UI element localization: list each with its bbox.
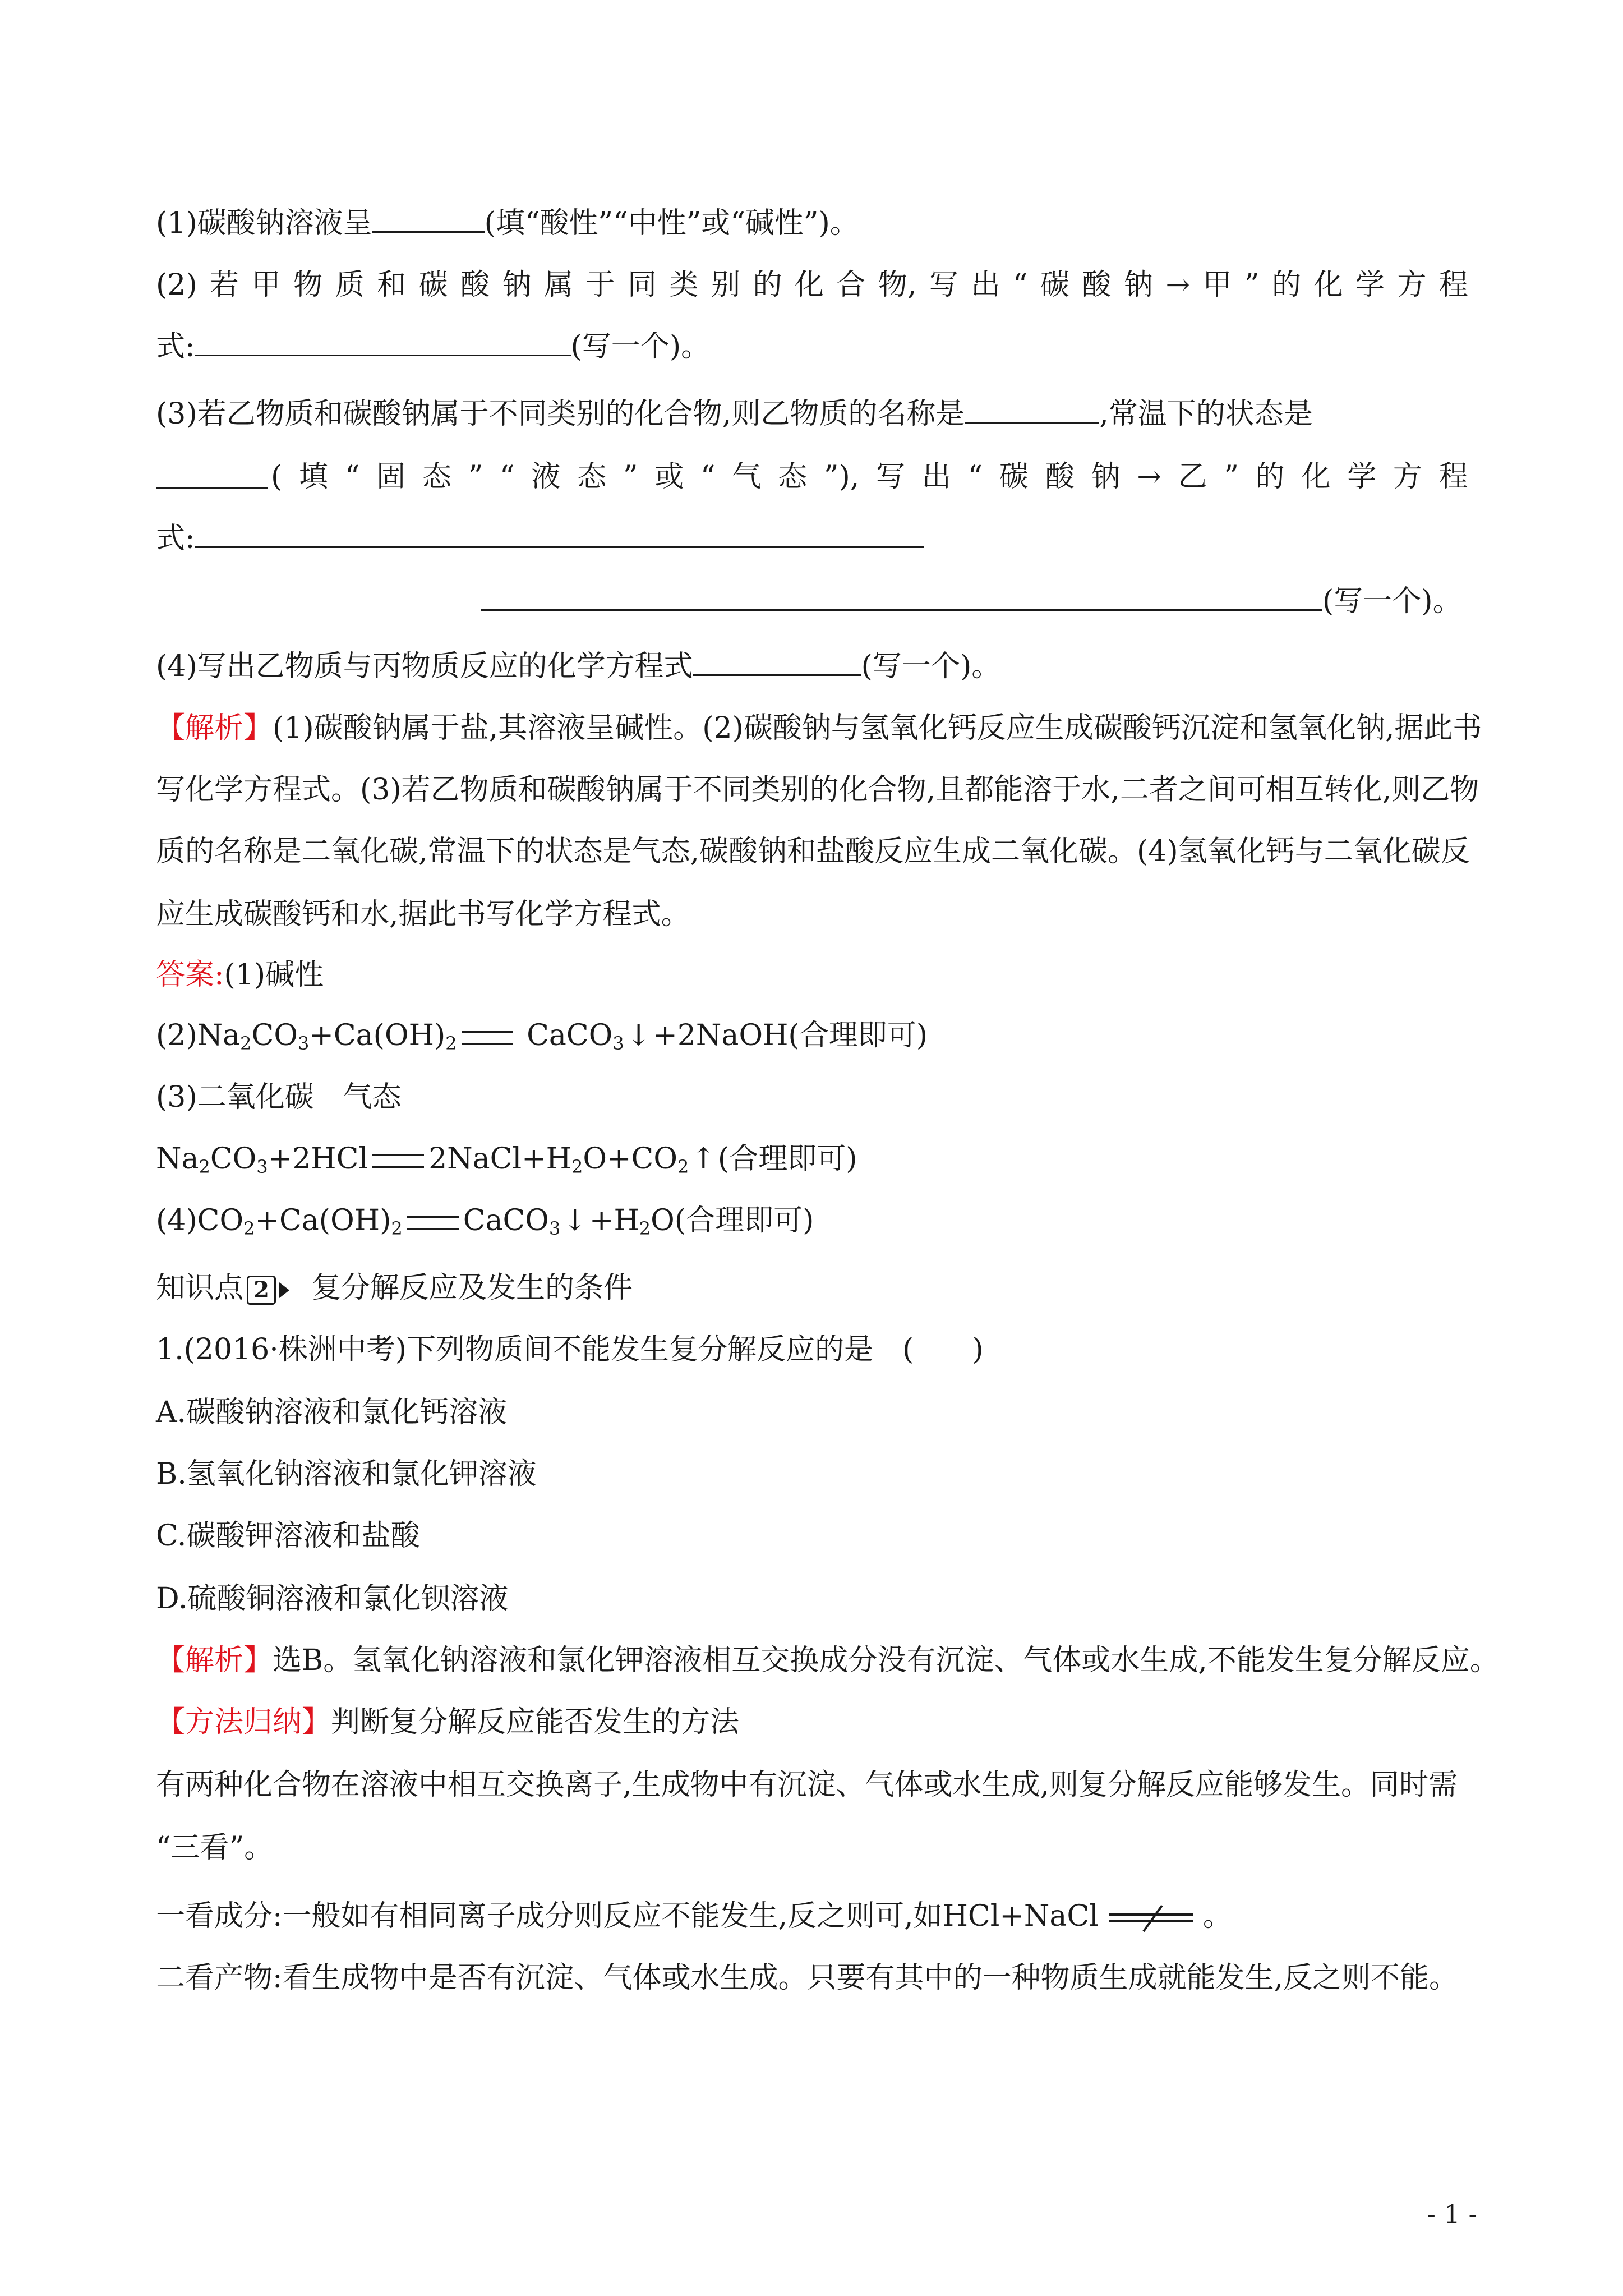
analysis-2-text: 选B。氢氧化钠溶液和氯化钾溶液相互交换成分没有沉淀、气体或水生成,不能发生复分解反应。 bbox=[273, 1644, 1499, 1677]
down-arrow-icon: ↓ bbox=[562, 1204, 587, 1237]
q3-word: 碳 bbox=[999, 460, 1029, 494]
q1-blank[interactable] bbox=[372, 206, 485, 233]
eq3-part: (合理即可) bbox=[717, 1142, 857, 1176]
analysis-1-line1 bbox=[156, 710, 1482, 746]
eq4-part: (4)CO bbox=[156, 1204, 244, 1237]
look-1 bbox=[156, 1898, 1232, 1934]
question-3-line1 bbox=[156, 396, 1313, 432]
answer-1-text: (1)碱性 bbox=[224, 958, 324, 992]
q2-word: 属 bbox=[544, 268, 574, 302]
q3-text: (3)若乙物质和碳酸钠属于不同类别的化合物,则乙物质的名称是 bbox=[156, 397, 965, 431]
q3-word: → bbox=[1137, 460, 1161, 494]
q3-word: ” bbox=[1224, 460, 1239, 494]
q3-word: 程 bbox=[1438, 460, 1468, 494]
q2-word: 程 bbox=[1438, 268, 1468, 302]
q2-word: 于 bbox=[585, 268, 615, 302]
eq4-part: +H bbox=[589, 1204, 639, 1237]
q3-word: 酸 bbox=[1045, 460, 1075, 494]
look-2: 二看产物:看生成物中是否有沉淀、气体或水生成。只要有其中的一种物质生成就能发生,反之则不能。 bbox=[156, 1961, 1459, 1995]
answer-1 bbox=[156, 957, 324, 993]
q3-word: 方 bbox=[1393, 460, 1422, 494]
kp-title: 复分解反应及发生的条件 bbox=[312, 1271, 633, 1305]
question-3-line3 bbox=[156, 521, 924, 556]
q3-word: 学 bbox=[1347, 460, 1377, 494]
answer-3: (3)二氧化碳 气态 bbox=[156, 1080, 402, 1114]
kp-label: 知识点 bbox=[156, 1271, 244, 1305]
look-1-text: 一看成分:一般如有相同离子成分则反应不能发生,反之则可,如HCl+NaCl bbox=[156, 1899, 1099, 1933]
down-arrow-icon: ↓ bbox=[626, 1019, 651, 1052]
eq4-sub: 2 bbox=[243, 1218, 255, 1239]
q3-word: 态 bbox=[422, 460, 451, 494]
q2-word: ” bbox=[1244, 268, 1260, 302]
q2-word: 化 bbox=[794, 268, 824, 302]
question-3-line4 bbox=[481, 583, 1462, 619]
q2-word: 物, bbox=[878, 268, 917, 302]
q3-word: “ bbox=[500, 460, 515, 494]
page-number: - 1 - bbox=[1427, 2199, 1477, 2229]
eq3-part: 2NaCl+H bbox=[428, 1142, 571, 1176]
q3-word: ” bbox=[623, 460, 638, 494]
q3-word: 固 bbox=[376, 460, 406, 494]
look-1-end: 。 bbox=[1202, 1899, 1232, 1933]
answer-2 bbox=[156, 1018, 928, 1061]
equals-sign bbox=[462, 1031, 513, 1045]
q2-word: 类 bbox=[669, 268, 699, 302]
eq2-part: CaCO bbox=[527, 1019, 613, 1052]
equals-sign bbox=[372, 1154, 424, 1168]
q2-word: 物 bbox=[293, 268, 323, 302]
method-heading bbox=[156, 1704, 739, 1740]
q4-text: (4)写出乙物质与丙物质反应的化学方程式 bbox=[156, 650, 693, 683]
eq3-sub: 2 bbox=[677, 1156, 689, 1177]
eq4-part: +Ca(OH) bbox=[255, 1204, 391, 1237]
eq4-sub: 3 bbox=[548, 1218, 561, 1239]
q2-blank[interactable] bbox=[195, 330, 571, 356]
knowledge-point-heading bbox=[156, 1270, 633, 1306]
analysis-1-line3: 质的名称是二氧化碳,常温下的状态是气态,碳酸钠和盐酸反应生成二氧化碳。(4)氢氧化钙与二氧化碳反 bbox=[156, 835, 1470, 868]
q2-word: 和 bbox=[377, 268, 407, 302]
method-line2: “三看”。 bbox=[156, 1831, 274, 1865]
question-1 bbox=[156, 205, 859, 241]
q3-formula-label: 式: bbox=[156, 522, 195, 555]
q2-word: 酸 bbox=[460, 268, 490, 302]
q3-word: 态 bbox=[778, 460, 808, 494]
q3-word: 写 bbox=[876, 460, 906, 494]
analysis-label: 【解析】 bbox=[156, 711, 273, 745]
q2-word: 钠 bbox=[502, 268, 532, 302]
q2-word: 同 bbox=[627, 268, 657, 302]
q3-word: 液 bbox=[531, 460, 561, 494]
q2-word: 若 bbox=[210, 268, 239, 302]
option-d: D.硫酸铜溶液和氯化钡溶液 bbox=[156, 1582, 509, 1616]
q2-word: 学 bbox=[1355, 268, 1385, 302]
eq2-sub: 2 bbox=[445, 1033, 457, 1054]
q2-word: 质 bbox=[335, 268, 365, 302]
q3-word: 的 bbox=[1255, 460, 1285, 494]
q2-word: 出 bbox=[971, 268, 1000, 302]
q3-word: 填 bbox=[299, 460, 329, 494]
q3-word: 出 bbox=[921, 460, 951, 494]
q3-formula-blank-1[interactable] bbox=[195, 522, 924, 548]
q3-word: ” bbox=[468, 460, 483, 494]
q3-word: “ bbox=[344, 460, 360, 494]
eq2-sub: 3 bbox=[612, 1033, 624, 1054]
q2-word: (2) bbox=[156, 268, 197, 302]
method-line1: 有两种化合物在溶液中相互交换离子,生成物中有沉淀、气体或水生成,则复分解反应能够发生。同时需 bbox=[156, 1768, 1458, 1802]
q2-word: 酸 bbox=[1082, 268, 1112, 302]
q4-tail: (写一个)。 bbox=[861, 650, 1001, 683]
question-4 bbox=[156, 648, 1000, 684]
eq4-sub: 2 bbox=[391, 1218, 403, 1239]
q2-tail: (写一个)。 bbox=[570, 330, 711, 364]
eq4-sub: 2 bbox=[639, 1218, 651, 1239]
q4-blank[interactable] bbox=[693, 650, 861, 676]
q2-word: 甲 bbox=[1202, 268, 1232, 302]
option-c: C.碳酸钾溶液和盐酸 bbox=[156, 1519, 420, 1553]
method-label: 【方法归纳】 bbox=[156, 1705, 331, 1739]
kp-number-badge: 2 bbox=[247, 1276, 276, 1305]
q2-word: 碳 bbox=[1040, 268, 1069, 302]
answer-label: 答案: bbox=[156, 958, 224, 992]
q3-formula-blank-2[interactable] bbox=[481, 585, 1322, 611]
analysis-1-line2: 写化学方程式。(3)若乙物质和碳酸钠属于不同类别的化合物,且都能溶于水,二者之间可相互转化,则乙物 bbox=[156, 773, 1479, 807]
eq3-part: O+CO bbox=[583, 1142, 677, 1176]
eq2-part: (2)Na bbox=[156, 1019, 241, 1052]
analysis-2 bbox=[156, 1642, 1499, 1678]
option-a: A.碳酸钠溶液和氯化钙溶液 bbox=[156, 1396, 508, 1429]
eq2-part: +Ca(OH) bbox=[309, 1019, 446, 1052]
eq4-part: CaCO bbox=[463, 1204, 549, 1237]
q2-word: 的 bbox=[1271, 268, 1301, 302]
q2-word: “ bbox=[1012, 268, 1028, 302]
analysis-text-1: (1)碳酸钠属于盐,其溶液呈碱性。(2)碳酸钠与氢氧化钙反应生成碳酸钙沉淀和氢氧化钠,据此书 bbox=[273, 711, 1482, 745]
question-2-line2 bbox=[156, 329, 710, 365]
q2-word: 钠 bbox=[1123, 268, 1153, 302]
option-b: B.氢氧化钠溶液和氯化钾溶液 bbox=[156, 1457, 537, 1491]
q2-formula-label: 式: bbox=[156, 330, 195, 364]
q2-word: → bbox=[1165, 268, 1190, 302]
answer-4 bbox=[156, 1203, 814, 1246]
mc-question: 1.(2016·株洲中考)下列物质间不能发生复分解反应的是 ( ) bbox=[156, 1333, 984, 1366]
answer-3b bbox=[156, 1141, 857, 1185]
q3-tail: (写一个)。 bbox=[1322, 585, 1462, 618]
q2-word: 别 bbox=[711, 268, 740, 302]
q3-word: “ bbox=[967, 460, 983, 494]
up-arrow-icon: ↑ bbox=[691, 1142, 716, 1176]
eq2-sub: 3 bbox=[297, 1033, 310, 1054]
q2-word: 写 bbox=[929, 268, 958, 302]
eq4-part: O(合理即可) bbox=[651, 1204, 814, 1237]
q1-text: (1)碳酸钠溶液呈 bbox=[156, 206, 372, 240]
eq3-part: Na bbox=[156, 1142, 199, 1176]
eq2-sub: 2 bbox=[240, 1033, 252, 1054]
q2-word: 化 bbox=[1313, 268, 1343, 302]
not-equal-arrow-icon bbox=[1109, 1904, 1193, 1932]
q2-word: 的 bbox=[753, 268, 782, 302]
q3-line2-words bbox=[271, 459, 1468, 495]
q2-word: 甲 bbox=[251, 268, 281, 302]
eq3-sub: 2 bbox=[199, 1156, 210, 1177]
question-2-line1 bbox=[156, 267, 1468, 303]
eq3-part: CO bbox=[210, 1142, 257, 1176]
triangle-right-icon bbox=[279, 1282, 289, 1298]
q3-word: 乙 bbox=[1178, 460, 1207, 494]
eq3-sub: 2 bbox=[571, 1156, 583, 1177]
eq3-sub: 3 bbox=[256, 1156, 268, 1177]
q3-word: 气 bbox=[732, 460, 762, 494]
q1-tail: (填“酸性”“中性”或“碱性”)。 bbox=[484, 206, 859, 240]
q2-word: 碳 bbox=[418, 268, 448, 302]
eq3-part: +2HCl bbox=[268, 1142, 368, 1176]
eq2-part: +2NaOH(合理即可) bbox=[653, 1019, 928, 1052]
q3-word: 或 bbox=[654, 460, 684, 494]
q2-word: 合 bbox=[836, 268, 866, 302]
q3-state-blank[interactable] bbox=[156, 462, 268, 489]
q3-word: 钠 bbox=[1091, 460, 1121, 494]
method-title: 判断复分解反应能否发生的方法 bbox=[331, 1705, 740, 1739]
q2-word: 方 bbox=[1397, 268, 1427, 302]
q3-word: ( bbox=[271, 460, 283, 494]
q3-text-tail: ,常温下的状态是 bbox=[1099, 397, 1313, 431]
analysis-label: 【解析】 bbox=[156, 1644, 273, 1677]
q3-word: 态 bbox=[577, 460, 607, 494]
equals-sign bbox=[407, 1216, 459, 1230]
analysis-1-line4: 应生成碳酸钙和水,据此书写化学方程式。 bbox=[156, 898, 690, 931]
q3-word: “ bbox=[700, 460, 716, 494]
q3-name-blank[interactable] bbox=[965, 397, 1099, 424]
eq2-part: CO bbox=[251, 1019, 298, 1052]
q3-word: ”), bbox=[823, 460, 860, 494]
q3-word: 化 bbox=[1301, 460, 1331, 494]
